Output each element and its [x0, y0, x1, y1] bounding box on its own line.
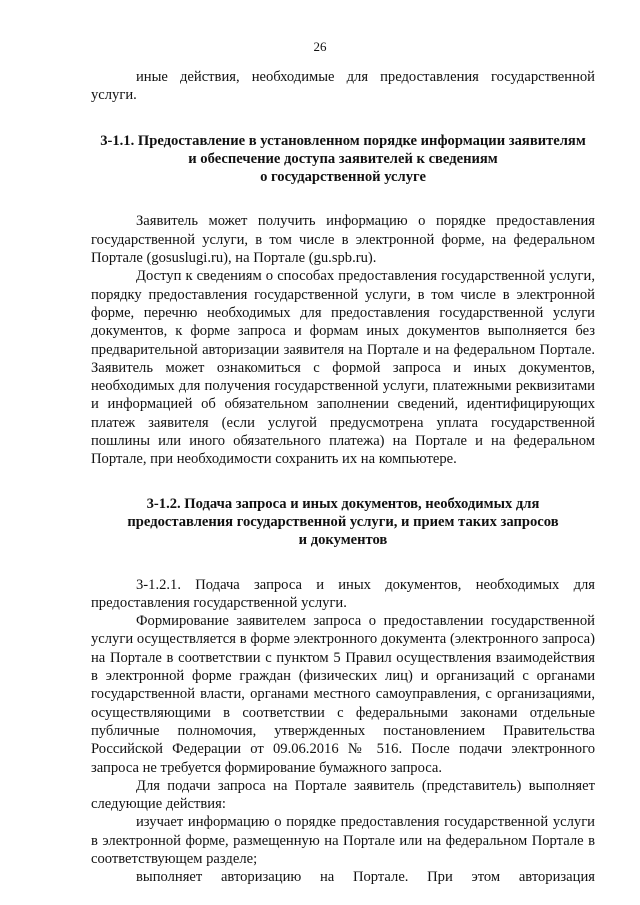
section-2-heading-line: и документов	[298, 532, 388, 549]
section-1-heading-line: 3-1.1. Предоставление в установленном порядке информации заявителям	[100, 132, 586, 149]
section-2-heading-line: предоставления государственной услуги, и прием таких запросов	[127, 513, 559, 530]
section-2-heading	[91, 495, 595, 550]
section-1-heading-line: и обеспечение доступа заявителей к сведениям	[188, 150, 498, 167]
intro-paragraph: иные действия, необходимые для предоставления государственной услуги.	[91, 69, 595, 104]
section-1-paragraph: Заявитель может получить информацию о порядке предоставления государственной услуги, в том числе в электронной форме, на федеральном Портале (gosuslugi.ru), на Портале (gu.spb.ru).	[91, 213, 595, 267]
page-number: 26	[313, 39, 327, 54]
section-2-paragraph: изучает информацию о порядке предоставления государственной услуги в электронной форме, размещенную на Портале или на федеральном Портале в соответствующем разделе;	[91, 814, 595, 867]
section-2-paragraph: Для подачи запроса на Портале заявитель (представитель) выполняет следующие действия:	[91, 777, 595, 813]
section-2-paragraph: 3-1.2.1. Подача запроса и иных документов, необходимых для предоставления государственной услуги.	[91, 576, 595, 611]
section-2-paragraph: Формирование заявителем запроса о предоставлении государственной услуги осуществляется в форме электронного документа (электронного запроса) на Портале в соответствии с пунктом 5 Правил осуществления взаимодействия в электронной форме граждан (физических лиц) и организаций с органами государственной власти, органами местного самоуправления, с организациями, осуществляющими в соответствии с федеральными законами отдельные публичные полномочия, утвержденных постановлением Правительства Российской Федерации от 09.06.2016 № 516. После подачи электронного запроса не требуется формирование бумажного запроса.	[91, 613, 595, 776]
section-2-paragraph: выполняет авторизацию на Портале. При этом авторизация	[136, 869, 595, 886]
section-1-heading-line: о государственной услуге	[260, 169, 426, 186]
page-content	[91, 68, 595, 887]
section-2-heading-line: 3-1.2. Подача запроса и иных документов, необходимых для	[146, 495, 540, 512]
section-1-heading	[91, 132, 595, 187]
section-1-paragraph: Доступ к сведениям о способах предоставления государственной услуги, порядку предоставления государственной услуги, в том числе в электронной форме, перечню необходимых для предоставления государственной услуги документов, к форме запроса и формам иных документов выполняется без предварительной авторизации заявителя на Портале и на федеральном Портале. Заявитель может ознакомиться с формой запроса и иных документов, необходимых для получения государственной услуги, платежными реквизитами и информацией об обязательном заполнении сведений, идентифицирующих платеж заявителя (если услугой предусмотрена уплата государственной пошлины или иного обязательного платежа) на Портале и на федеральном Портале, при необходимости сохранить их на компьютере.	[91, 268, 595, 468]
